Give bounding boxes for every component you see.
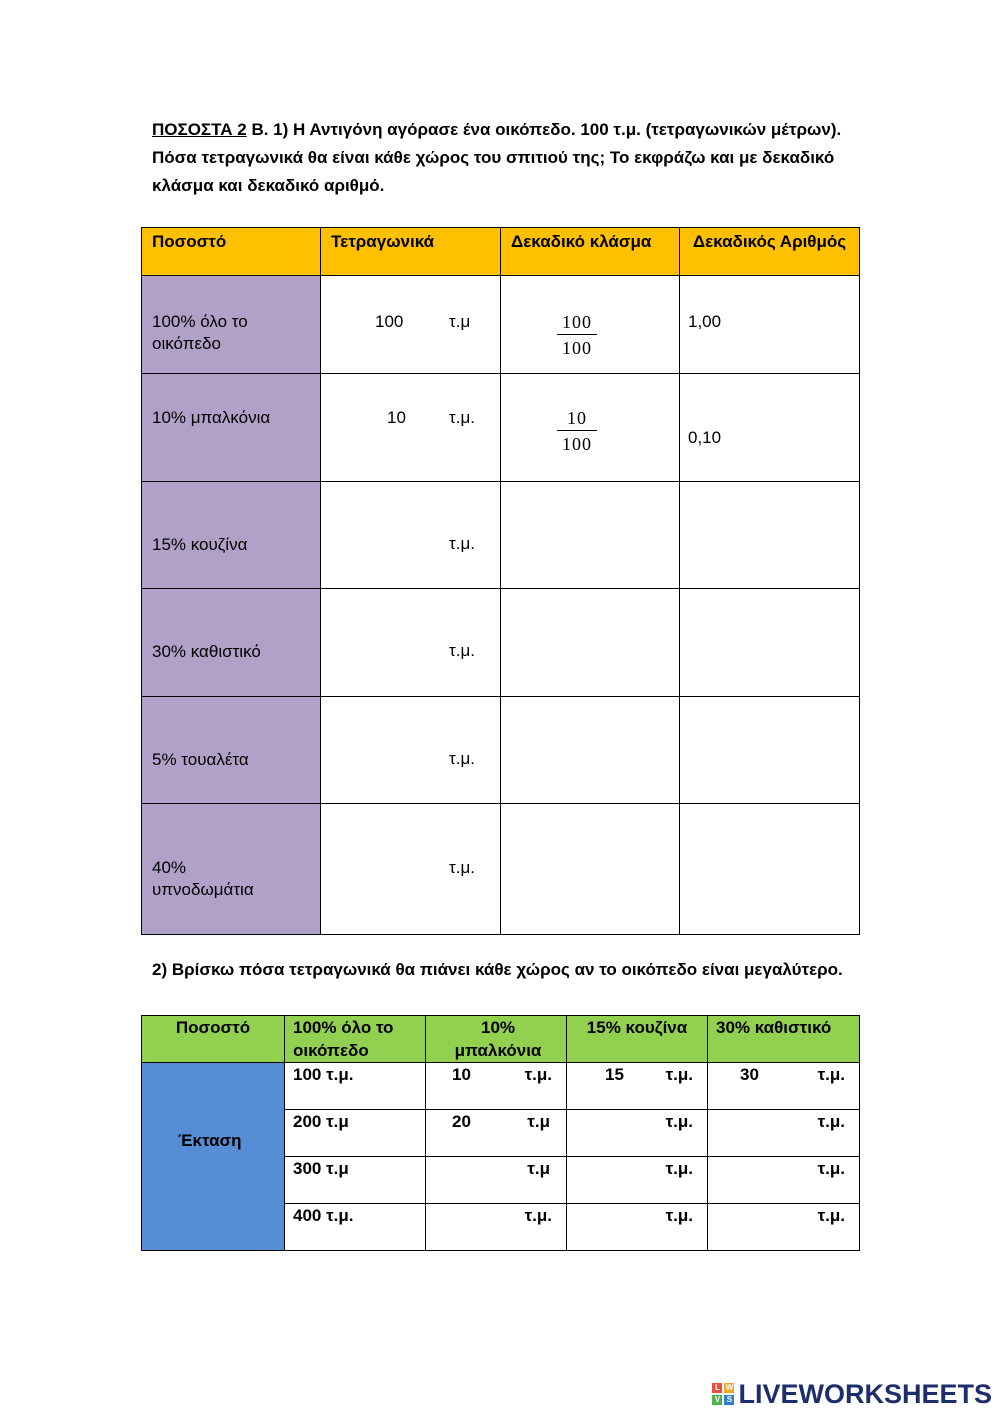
living-input[interactable] xyxy=(708,1110,859,1156)
kitchen-input[interactable] xyxy=(567,1157,707,1203)
sqm-unit: τ.μ. xyxy=(449,641,475,660)
percent-label: 5% τουαλέτα xyxy=(152,750,249,769)
fraction-input[interactable] xyxy=(501,482,679,588)
denominator: 100 xyxy=(562,434,592,454)
percent-label: 100% όλο το οικόπεδο xyxy=(152,312,248,353)
header-living-room: 30% καθιστικό xyxy=(708,1016,860,1063)
decimal-value: 0,10 xyxy=(688,428,722,447)
decimal-input[interactable] xyxy=(680,374,859,481)
value: 15 xyxy=(605,1065,624,1084)
decimal-input[interactable] xyxy=(680,482,859,588)
sqm-unit: τ.μ. xyxy=(449,749,475,768)
header-decimal-fraction: Δεκαδικό κλάσμα xyxy=(501,228,680,276)
percent-label: 15% κουζίνα xyxy=(152,535,248,554)
header-square-meters: Τετραγωνικά xyxy=(321,228,501,276)
sqm-input[interactable] xyxy=(321,374,500,481)
header-total: 100% όλο το οικόπεδο xyxy=(285,1016,426,1063)
decimal-input[interactable] xyxy=(680,697,859,803)
sqm-value: 100 xyxy=(375,312,404,331)
balcony-input[interactable] xyxy=(426,1063,566,1109)
logo-icon xyxy=(712,1383,734,1405)
decimal-value: 1,00 xyxy=(688,312,722,331)
total-area: 100 τ.μ. xyxy=(293,1065,354,1084)
decimal-input[interactable] xyxy=(680,276,859,373)
fraction-input[interactable] xyxy=(501,589,679,696)
header-decimal-number: Δεκαδικός Αριθμός xyxy=(680,228,860,276)
sqm-input[interactable] xyxy=(321,804,500,934)
value: 30 xyxy=(740,1065,759,1084)
header-percent: Ποσοστό xyxy=(142,228,321,276)
sqm-input[interactable] xyxy=(321,589,500,696)
liveworksheets-logo[interactable] xyxy=(712,1378,992,1410)
area-label: Έκταση xyxy=(178,1131,242,1150)
table-row xyxy=(142,589,860,697)
unit: τ.μ. xyxy=(817,1159,845,1178)
living-input[interactable] xyxy=(708,1063,859,1109)
unit: τ.μ. xyxy=(524,1206,552,1225)
value: 10 xyxy=(452,1065,471,1084)
worksheet-title: ΠΟΣΟΣΤΑ 2 xyxy=(152,120,247,139)
percent-label: 40% υπνοδωμάτια xyxy=(152,858,254,899)
table-row xyxy=(142,482,860,589)
total-area: 300 τ.μ xyxy=(293,1159,349,1178)
intro-text: Β. 1) Η Αντιγόνη αγόρασε ένα οικόπεδο. 100 τ.μ. (τετραγωνικών μέτρων). Πόσα τετραγωνικά θα είναι κάθε χώρος του σπιτιού της; Το εκφράζω και με δεκαδικό κλάσμα και δεκαδικό αριθμό. xyxy=(152,120,842,195)
balcony-input[interactable] xyxy=(426,1204,566,1250)
decimal-input[interactable] xyxy=(680,804,859,934)
logo-icon-tile: L xyxy=(712,1383,722,1393)
sqm-input[interactable] xyxy=(321,697,500,803)
kitchen-input[interactable] xyxy=(567,1110,707,1156)
balcony-input[interactable] xyxy=(426,1157,566,1203)
sqm-unit: τ.μ. xyxy=(449,858,475,877)
fraction-input[interactable] xyxy=(501,374,679,481)
value: 20 xyxy=(452,1112,471,1131)
decimal-input[interactable] xyxy=(680,589,859,696)
total-area: 200 τ.μ xyxy=(293,1112,349,1131)
numerator: 10 xyxy=(557,406,597,431)
percent-table xyxy=(141,227,860,935)
table-row xyxy=(142,276,860,374)
unit: τ.μ. xyxy=(665,1159,693,1178)
unit: τ.μ. xyxy=(524,1065,552,1084)
unit: τ.μ. xyxy=(665,1112,693,1131)
kitchen-input[interactable] xyxy=(567,1204,707,1250)
fraction-input[interactable] xyxy=(501,804,679,934)
sqm-input[interactable] xyxy=(321,482,500,588)
sqm-unit: τ.μ. xyxy=(449,408,475,427)
fraction-input[interactable] xyxy=(501,276,679,373)
intro-paragraph xyxy=(152,116,852,200)
logo-icon-tile: S xyxy=(724,1395,734,1405)
sqm-unit: τ.μ. xyxy=(449,534,475,553)
header-kitchen: 15% κουζίνα xyxy=(567,1016,708,1063)
unit: τ.μ. xyxy=(665,1065,693,1084)
fraction xyxy=(557,406,597,457)
sqm-unit: τ.μ xyxy=(449,312,471,331)
unit: τ.μ. xyxy=(817,1065,845,1084)
logo-text: LIVEWORKSHEETS xyxy=(738,1378,992,1409)
table-row xyxy=(142,374,860,482)
balcony-input[interactable] xyxy=(426,1110,566,1156)
percent-label: 30% καθιστικό xyxy=(152,642,261,661)
sqm-value: 10 xyxy=(387,408,406,427)
table-row xyxy=(142,1063,860,1110)
percent-label: 10% μπαλκόνια xyxy=(152,408,271,427)
numerator: 100 xyxy=(557,310,597,335)
denominator: 100 xyxy=(562,338,592,358)
living-input[interactable] xyxy=(708,1204,859,1250)
fraction xyxy=(557,310,597,361)
unit: τ.μ xyxy=(527,1159,550,1178)
table-row xyxy=(142,697,860,804)
unit: τ.μ xyxy=(527,1112,550,1131)
area-table xyxy=(141,1015,860,1251)
living-input[interactable] xyxy=(708,1157,859,1203)
header-percent: Ποσοστό xyxy=(142,1016,285,1063)
logo-icon-tile: W xyxy=(725,1383,734,1392)
kitchen-input[interactable] xyxy=(567,1063,707,1109)
sqm-input[interactable] xyxy=(321,276,500,373)
total-area: 400 τ.μ. xyxy=(293,1206,354,1225)
unit: τ.μ. xyxy=(665,1206,693,1225)
unit: τ.μ. xyxy=(817,1112,845,1131)
header-balconies: 10% μπαλκόνια xyxy=(426,1016,567,1063)
logo-icon-tile: V xyxy=(712,1395,722,1405)
table-row xyxy=(142,804,860,935)
fraction-input[interactable] xyxy=(501,697,679,803)
unit: τ.μ. xyxy=(817,1206,845,1225)
question-2: 2) Βρίσκω πόσα τετραγωνικά θα πιάνει κάθε χώρος αν το οικόπεδο είναι μεγαλύτερο. xyxy=(152,960,843,979)
